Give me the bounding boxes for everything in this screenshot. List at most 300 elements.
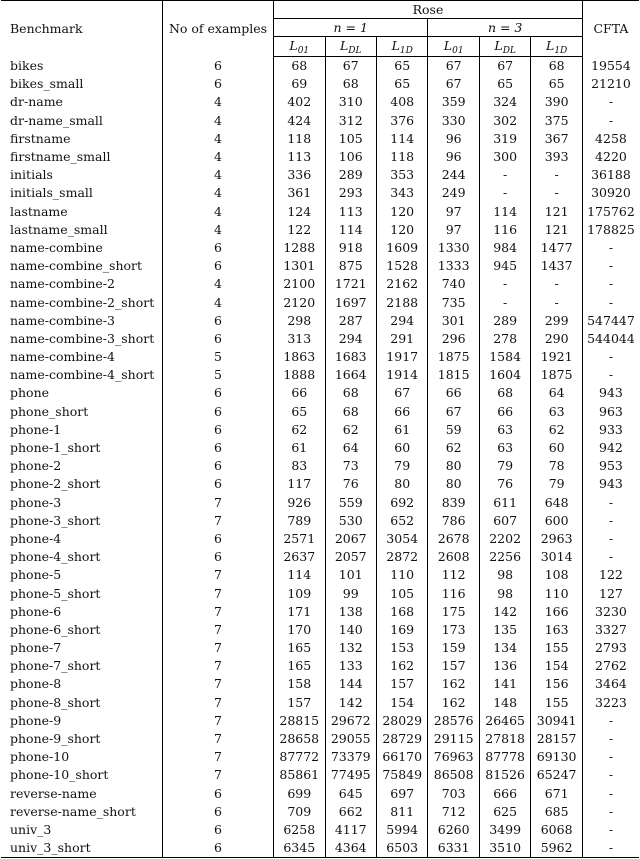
cell-benchmark: initials xyxy=(1,166,163,184)
cell-benchmark: phone-3_short xyxy=(1,512,163,530)
cell-n3-ldl: 135 xyxy=(479,621,530,639)
cell-cfta: - xyxy=(608,712,614,728)
cell-cfta: 122 xyxy=(599,567,623,583)
cell-examples: 4 xyxy=(163,293,274,311)
cell-n3-l01: 80 xyxy=(428,475,479,493)
cell-benchmark: bikes_small xyxy=(1,75,163,93)
cell-n3-ldl: 3510 xyxy=(479,839,530,858)
cell-examples: 6 xyxy=(163,330,274,348)
results-table xyxy=(1,0,639,858)
cell-cfta: - xyxy=(608,549,614,565)
cell-n3-l01: 786 xyxy=(428,512,479,530)
cell-n3-ldl: 289 xyxy=(479,312,530,330)
cell-n1-l01: 157 xyxy=(274,694,325,712)
cell-n3-ldl: 300 xyxy=(479,148,530,166)
cell-examples: 4 xyxy=(163,221,274,239)
cell-n3-l01: 97 xyxy=(428,221,479,239)
cell-n1-l1d: 28729 xyxy=(376,730,427,748)
cell-n1-ldl: 312 xyxy=(325,112,376,130)
cell-cfta: 933 xyxy=(599,421,623,437)
cell-n3-l01: 1875 xyxy=(428,348,479,366)
cell-n1-ldl: 29055 xyxy=(325,730,376,748)
cell-n1-l1d: 168 xyxy=(376,603,427,621)
table-row xyxy=(1,57,639,76)
cell-n1-l01: 2637 xyxy=(274,548,325,566)
cell-benchmark: dr-name_small xyxy=(1,112,163,130)
cell-n1-ldl: 289 xyxy=(325,166,376,184)
cell-n1-l1d: 28029 xyxy=(376,712,427,730)
cell-examples: 6 xyxy=(163,421,274,439)
cell-examples: 6 xyxy=(163,548,274,566)
cell-n1-ldl: 294 xyxy=(325,330,376,348)
cell-n1-ldl: 77495 xyxy=(325,766,376,784)
cell-n1-ldl: 140 xyxy=(325,621,376,639)
cell-cfta: - xyxy=(608,494,614,510)
table-row xyxy=(1,675,639,693)
header-n1-l1d: $L_{1D}$ xyxy=(376,37,427,57)
cell-benchmark: phone-7_short xyxy=(1,657,163,675)
cell-n3-ldl: 136 xyxy=(479,657,530,675)
cell-n1-l1d: 1917 xyxy=(376,348,427,366)
cell-benchmark: phone-6_short xyxy=(1,621,163,639)
cell-n3-ldl: 148 xyxy=(479,694,530,712)
cell-n1-l1d: 67 xyxy=(376,384,427,402)
cell-n3-l1d: 65247 xyxy=(531,766,583,784)
cell-benchmark: phone-5_short xyxy=(1,584,163,602)
table-row xyxy=(1,166,639,184)
cell-n1-l01: 61 xyxy=(274,439,325,457)
cell-examples: 6 xyxy=(163,75,274,93)
cell-n3-l1d: 121 xyxy=(531,221,583,239)
cell-n3-ldl: 2256 xyxy=(479,548,530,566)
cell-cfta: 3223 xyxy=(595,694,627,710)
cell-n1-ldl: 310 xyxy=(325,93,376,111)
cell-n1-l01: 1888 xyxy=(274,366,325,384)
cell-examples: 7 xyxy=(163,494,274,512)
cell-cfta: 943 xyxy=(599,476,623,492)
table-row xyxy=(1,239,639,257)
cell-n3-ldl: 666 xyxy=(479,785,530,803)
cell-n3-l01: 59 xyxy=(428,421,479,439)
cell-benchmark: phone-4 xyxy=(1,530,163,548)
cell-n3-ldl: 302 xyxy=(479,112,530,130)
cell-n3-l1d: 28157 xyxy=(531,730,583,748)
cell-n3-l1d: 299 xyxy=(531,312,583,330)
cell-cfta: 21210 xyxy=(591,76,631,92)
table-row xyxy=(1,184,639,202)
table-row xyxy=(1,366,639,384)
cell-n1-ldl: 138 xyxy=(325,603,376,621)
cell-n3-l01: 175 xyxy=(428,603,479,621)
table-row xyxy=(1,803,639,821)
cell-n3-l1d: 121 xyxy=(531,203,583,221)
cell-cfta: 943 xyxy=(599,385,623,401)
cell-n1-l1d: 2162 xyxy=(376,275,427,293)
cell-n3-l1d: 390 xyxy=(531,93,583,111)
cell-n1-l01: 87772 xyxy=(274,748,325,766)
cell-n3-l01: 97 xyxy=(428,203,479,221)
cell-n3-ldl: 26465 xyxy=(479,712,530,730)
cell-cfta: - xyxy=(608,349,614,365)
cell-n1-ldl: 559 xyxy=(325,494,376,512)
cell-n3-l01: 173 xyxy=(428,621,479,639)
table-row xyxy=(1,75,639,93)
cell-n3-ldl: 611 xyxy=(479,494,530,512)
cell-cfta: 953 xyxy=(599,458,623,474)
cell-n3-l1d: 64 xyxy=(531,384,583,402)
cell-n3-l1d: 648 xyxy=(531,494,583,512)
cell-n1-l1d: 2872 xyxy=(376,548,427,566)
cell-benchmark: initials_small xyxy=(1,184,163,202)
cell-n3-l1d: 78 xyxy=(531,457,583,475)
cell-n1-l01: 2100 xyxy=(274,275,325,293)
cell-n3-l01: 249 xyxy=(428,184,479,202)
cell-n1-l01: 313 xyxy=(274,330,325,348)
cell-cfta: - xyxy=(608,367,614,383)
cell-examples: 7 xyxy=(163,748,274,766)
cell-benchmark: name-combine_short xyxy=(1,257,163,275)
cell-n3-ldl: 98 xyxy=(479,566,530,584)
cell-benchmark: name-combine-2 xyxy=(1,275,163,293)
cell-n1-ldl: 113 xyxy=(325,203,376,221)
cell-cfta: - xyxy=(608,294,614,310)
cell-n1-l1d: 697 xyxy=(376,785,427,803)
cell-benchmark: univ_3_short xyxy=(1,839,163,858)
cell-n3-ldl: 141 xyxy=(479,675,530,693)
cell-n1-ldl: 114 xyxy=(325,221,376,239)
cell-n1-l1d: 162 xyxy=(376,657,427,675)
table-row xyxy=(1,748,639,766)
cell-n3-ldl: 66 xyxy=(479,403,530,421)
cell-n3-l1d: - xyxy=(531,184,583,202)
header-benchmark: Benchmark xyxy=(1,1,163,57)
cell-n3-l1d: 110 xyxy=(531,584,583,602)
cell-n3-l01: 2608 xyxy=(428,548,479,566)
cell-n3-l01: 1815 xyxy=(428,366,479,384)
cell-examples: 5 xyxy=(163,366,274,384)
cell-n1-l1d: 1528 xyxy=(376,257,427,275)
cell-n3-l01: 96 xyxy=(428,148,479,166)
table-row xyxy=(1,785,639,803)
cell-n1-ldl: 68 xyxy=(325,75,376,93)
cell-n3-l1d: 1437 xyxy=(531,257,583,275)
cell-benchmark: firstname_small xyxy=(1,148,163,166)
cell-n1-l1d: 153 xyxy=(376,639,427,657)
cell-n3-l1d: 69130 xyxy=(531,748,583,766)
cell-n3-ldl: 67 xyxy=(479,57,530,76)
cell-n1-l1d: 652 xyxy=(376,512,427,530)
cell-n3-ldl: 142 xyxy=(479,603,530,621)
cell-n3-l1d: 1875 xyxy=(531,366,583,384)
table-row xyxy=(1,839,639,858)
cell-n3-l01: 162 xyxy=(428,675,479,693)
cell-n1-l01: 1301 xyxy=(274,257,325,275)
cell-n3-l01: 1330 xyxy=(428,239,479,257)
cell-n1-ldl: 73 xyxy=(325,457,376,475)
cell-n1-l01: 69 xyxy=(274,75,325,93)
cell-benchmark: bikes xyxy=(1,57,163,76)
table-row xyxy=(1,566,639,584)
cell-n1-l1d: 114 xyxy=(376,130,427,148)
cell-cfta: - xyxy=(608,731,614,747)
header-n3-ldl: $L_{DL}$ xyxy=(479,37,530,57)
cell-examples: 4 xyxy=(163,112,274,130)
cell-examples: 7 xyxy=(163,584,274,602)
cell-examples: 5 xyxy=(163,348,274,366)
cell-cfta: 127 xyxy=(599,585,623,601)
cell-cfta: 30920 xyxy=(591,185,631,201)
cell-n1-ldl: 29672 xyxy=(325,712,376,730)
cell-benchmark: phone-10_short xyxy=(1,766,163,784)
cell-n1-ldl: 76 xyxy=(325,475,376,493)
cell-examples: 7 xyxy=(163,603,274,621)
cell-n3-ldl: 2202 xyxy=(479,530,530,548)
table-row xyxy=(1,657,639,675)
cell-examples: 6 xyxy=(163,403,274,421)
cell-n3-ldl: 76 xyxy=(479,475,530,493)
cell-n3-l01: 67 xyxy=(428,75,479,93)
cell-n1-ldl: 918 xyxy=(325,239,376,257)
cell-benchmark: name-combine-4_short xyxy=(1,366,163,384)
cell-cfta: 36188 xyxy=(591,167,631,183)
table-row xyxy=(1,821,639,839)
table-row xyxy=(1,293,639,311)
cell-n3-l01: 157 xyxy=(428,657,479,675)
cell-examples: 6 xyxy=(163,384,274,402)
cell-n1-l1d: 343 xyxy=(376,184,427,202)
cell-n1-ldl: 62 xyxy=(325,421,376,439)
cell-n3-l01: 66 xyxy=(428,384,479,402)
cell-n1-ldl: 64 xyxy=(325,439,376,457)
cell-n1-ldl: 68 xyxy=(325,384,376,402)
cell-n1-l01: 789 xyxy=(274,512,325,530)
cell-n1-l01: 2120 xyxy=(274,293,325,311)
cell-n1-l1d: 110 xyxy=(376,566,427,584)
cell-benchmark: phone-9_short xyxy=(1,730,163,748)
cell-n1-l1d: 66 xyxy=(376,403,427,421)
table-row xyxy=(1,530,639,548)
cell-examples: 4 xyxy=(163,93,274,111)
cell-n3-ldl: 278 xyxy=(479,330,530,348)
cell-n3-ldl: - xyxy=(479,166,530,184)
cell-n3-l1d: 290 xyxy=(531,330,583,348)
cell-examples: 7 xyxy=(163,512,274,530)
table-row xyxy=(1,330,639,348)
cell-n1-ldl: 1697 xyxy=(325,293,376,311)
cell-n3-l1d: 65 xyxy=(531,75,583,93)
table-row xyxy=(1,639,639,657)
cell-n1-ldl: 142 xyxy=(325,694,376,712)
cell-n3-l01: 359 xyxy=(428,93,479,111)
cell-n3-l01: 29115 xyxy=(428,730,479,748)
cell-n1-l1d: 105 xyxy=(376,584,427,602)
table-row xyxy=(1,130,639,148)
cell-examples: 6 xyxy=(163,530,274,548)
cell-examples: 4 xyxy=(163,275,274,293)
cell-cfta: 175762 xyxy=(587,203,635,219)
cell-examples: 6 xyxy=(163,439,274,457)
header-n3: n = 3 xyxy=(428,19,582,37)
cell-n3-l01: 112 xyxy=(428,566,479,584)
cell-cfta: 2762 xyxy=(595,658,627,674)
cell-n1-l01: 402 xyxy=(274,93,325,111)
cell-n3-l01: 67 xyxy=(428,403,479,421)
cell-n1-ldl: 67 xyxy=(325,57,376,76)
cell-n3-l01: 159 xyxy=(428,639,479,657)
cell-examples: 6 xyxy=(163,821,274,839)
cell-n3-l1d: 155 xyxy=(531,639,583,657)
cell-n3-l01: 80 xyxy=(428,457,479,475)
cell-n1-l01: 165 xyxy=(274,639,325,657)
cell-cfta: - xyxy=(582,839,639,858)
table-row xyxy=(1,275,639,293)
cell-n3-ldl: 607 xyxy=(479,512,530,530)
cell-n3-ldl: 1604 xyxy=(479,366,530,384)
cell-n1-l1d: 353 xyxy=(376,166,427,184)
cell-n3-l01: 86508 xyxy=(428,766,479,784)
cell-n1-ldl: 132 xyxy=(325,639,376,657)
cell-benchmark: reverse-name_short xyxy=(1,803,163,821)
cell-n1-l01: 171 xyxy=(274,603,325,621)
cell-n1-ldl: 4364 xyxy=(325,839,376,858)
cell-benchmark: name-combine xyxy=(1,239,163,257)
cell-n1-l1d: 291 xyxy=(376,330,427,348)
cell-n1-l1d: 692 xyxy=(376,494,427,512)
cell-benchmark: phone_short xyxy=(1,403,163,421)
cell-benchmark: phone-6 xyxy=(1,603,163,621)
cell-n1-ldl: 1683 xyxy=(325,348,376,366)
table-header xyxy=(1,1,639,57)
cell-n3-l1d: 68 xyxy=(531,57,583,76)
cell-n1-l01: 118 xyxy=(274,130,325,148)
cell-n3-ldl: 63 xyxy=(479,421,530,439)
table-row xyxy=(1,384,639,402)
cell-n3-ldl: - xyxy=(479,275,530,293)
cell-n1-l1d: 1914 xyxy=(376,366,427,384)
cell-n3-l1d: 62 xyxy=(531,421,583,439)
cell-n1-ldl: 105 xyxy=(325,130,376,148)
cell-cfta: 2793 xyxy=(595,640,627,656)
cell-n1-l1d: 80 xyxy=(376,475,427,493)
table-row xyxy=(1,112,639,130)
table-row xyxy=(1,457,639,475)
header-n1-ldl: $L_{DL}$ xyxy=(325,37,376,57)
cell-n1-ldl: 99 xyxy=(325,584,376,602)
cell-n3-ldl: 134 xyxy=(479,639,530,657)
header-n3-l01: $L_{01}$ xyxy=(428,37,479,57)
cell-n1-ldl: 1664 xyxy=(325,366,376,384)
cell-benchmark: name-combine-2_short xyxy=(1,293,163,311)
cell-n1-l1d: 6503 xyxy=(376,839,427,858)
cell-examples: 6 xyxy=(163,803,274,821)
cell-n3-ldl: 625 xyxy=(479,803,530,821)
cell-n3-ldl: 324 xyxy=(479,93,530,111)
cell-n3-l1d: 671 xyxy=(531,785,583,803)
cell-n1-ldl: 2067 xyxy=(325,530,376,548)
cell-benchmark: phone-5 xyxy=(1,566,163,584)
table-row xyxy=(1,439,639,457)
cell-benchmark: lastname_small xyxy=(1,221,163,239)
cell-n1-l01: 124 xyxy=(274,203,325,221)
cell-cfta: 4220 xyxy=(595,149,627,165)
cell-n1-l01: 85861 xyxy=(274,766,325,784)
cell-examples: 6 xyxy=(163,312,274,330)
cell-n3-l1d: 155 xyxy=(531,694,583,712)
cell-n3-l1d: 1477 xyxy=(531,239,583,257)
cell-benchmark: phone-4_short xyxy=(1,548,163,566)
cell-benchmark: phone-1_short xyxy=(1,439,163,457)
table-body xyxy=(1,57,639,858)
cell-n1-l01: 336 xyxy=(274,166,325,184)
cell-n3-l01: 62 xyxy=(428,439,479,457)
cell-benchmark: univ_3 xyxy=(1,821,163,839)
table-row xyxy=(1,603,639,621)
cell-cfta: 3230 xyxy=(595,603,627,619)
cell-n3-l01: 76963 xyxy=(428,748,479,766)
table-row xyxy=(1,475,639,493)
cell-n3-ldl: - xyxy=(479,293,530,311)
cell-benchmark: phone-8_short xyxy=(1,694,163,712)
cell-n1-l1d: 294 xyxy=(376,312,427,330)
cell-examples: 7 xyxy=(163,621,274,639)
cell-cfta: 544044 xyxy=(587,330,635,346)
cell-n1-l1d: 118 xyxy=(376,148,427,166)
cell-n3-l01: 67 xyxy=(428,57,479,76)
cell-n1-l1d: 1609 xyxy=(376,239,427,257)
cell-examples: 4 xyxy=(163,130,274,148)
cell-n1-ldl: 645 xyxy=(325,785,376,803)
cell-n3-l01: 2678 xyxy=(428,530,479,548)
table-row xyxy=(1,766,639,784)
cell-n1-ldl: 662 xyxy=(325,803,376,821)
cell-benchmark: name-combine-4 xyxy=(1,348,163,366)
cell-n3-l1d: 156 xyxy=(531,675,583,693)
cell-n1-l1d: 120 xyxy=(376,203,427,221)
cell-n1-l01: 424 xyxy=(274,112,325,130)
cell-n3-ldl: 319 xyxy=(479,130,530,148)
cell-n3-l1d: 163 xyxy=(531,621,583,639)
cell-cfta: 963 xyxy=(599,403,623,419)
cell-n1-l01: 28815 xyxy=(274,712,325,730)
cell-n1-l1d: 408 xyxy=(376,93,427,111)
cell-n1-ldl: 133 xyxy=(325,657,376,675)
cell-benchmark: phone-1 xyxy=(1,421,163,439)
cell-n3-ldl: 63 xyxy=(479,439,530,457)
cell-n3-l1d: 6068 xyxy=(531,821,583,839)
cell-n3-l01: 703 xyxy=(428,785,479,803)
cell-n3-l01: 1333 xyxy=(428,257,479,275)
cell-cfta: 942 xyxy=(599,440,623,456)
cell-benchmark: name-combine-3 xyxy=(1,312,163,330)
cell-cfta: - xyxy=(608,803,614,819)
cell-n3-l1d: 154 xyxy=(531,657,583,675)
cell-n1-l1d: 60 xyxy=(376,439,427,457)
cell-n3-l1d: 2963 xyxy=(531,530,583,548)
cell-benchmark: phone-7 xyxy=(1,639,163,657)
table-row xyxy=(1,312,639,330)
cell-n1-ldl: 106 xyxy=(325,148,376,166)
table-row xyxy=(1,694,639,712)
cell-n3-ldl: 27818 xyxy=(479,730,530,748)
cell-n3-l1d: - xyxy=(531,275,583,293)
cell-n3-l1d: 600 xyxy=(531,512,583,530)
cell-n3-l01: 28576 xyxy=(428,712,479,730)
cell-n1-ldl: 293 xyxy=(325,184,376,202)
cell-examples: 7 xyxy=(163,730,274,748)
cell-n1-l01: 65 xyxy=(274,403,325,421)
cell-n3-ldl: 87778 xyxy=(479,748,530,766)
cell-n1-ldl: 144 xyxy=(325,675,376,693)
